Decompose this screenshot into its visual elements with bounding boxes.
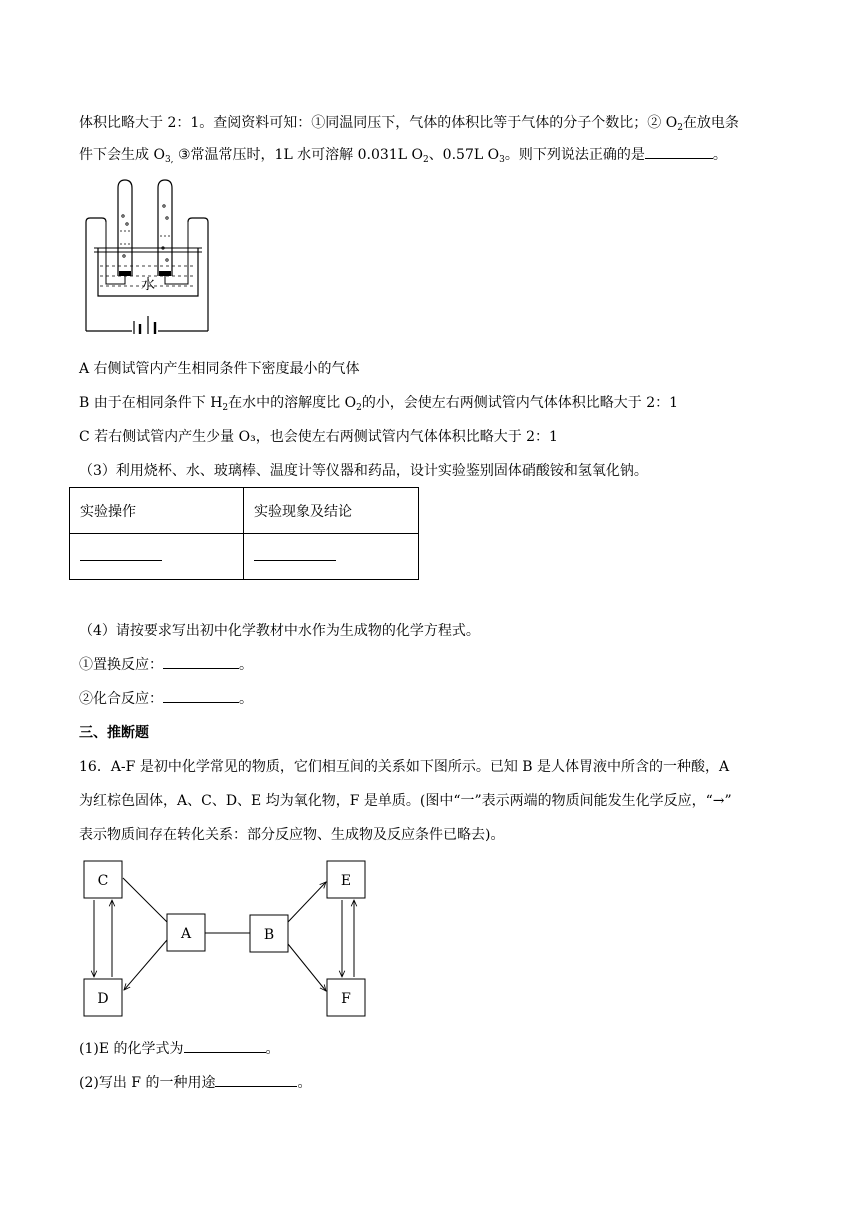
part-4-item-2: ②化合反应： 。 — [79, 691, 253, 707]
option-a: A 右侧试管内产生相同条件下密度最小的气体 — [79, 361, 360, 377]
answer-blank[interactable] — [163, 656, 239, 669]
answer-blank[interactable] — [215, 1074, 297, 1087]
q15-text-line-1: 体积比略大于 2：1。查阅资料可知：①同温同压下，气体的体积比等于气体的分子个数比；② $O_2$在放电条 — [79, 115, 739, 133]
q16-text-line-3: 表示物质间存在转化关系：部分反应物、生成物及反应条件已略去)。 — [79, 827, 505, 843]
water-label: 水 — [141, 277, 155, 293]
node-d-label: D — [97, 991, 109, 1007]
answer-blank[interactable] — [645, 146, 713, 159]
part-4-item-1: ①置换反应： 。 — [79, 657, 253, 673]
table-cell-observation[interactable] — [244, 534, 419, 580]
answer-blank[interactable] — [80, 548, 162, 561]
node-f-label: F — [341, 991, 351, 1007]
node-a-label: A — [180, 926, 192, 942]
node-b-label: B — [263, 927, 275, 943]
part-3-question: （3）利用烧杯、水、玻璃棒、温度计等仪器和药品，设计实验鉴别固体硝酸铵和氢氧化钠。 — [79, 463, 648, 479]
header-observation: 实验现象及结论 — [244, 488, 419, 534]
q16-sub-1: (1)E 的化学式为 。 — [79, 1041, 280, 1057]
q16-text-line-1: 16．A-F 是初中化学常见的物质，它们相互间的关系如下图所示。已知 B 是人体胃液中所含的一种酸，A — [79, 759, 730, 775]
table-row — [70, 534, 419, 580]
electrolysis-apparatus — [78, 176, 218, 334]
relationship-diagram — [80, 858, 380, 1018]
answer-blank[interactable] — [184, 1040, 266, 1053]
option-c: C 若右侧试管内产生少量 O₃，也会使左右两侧试管内气体体积比略大于 2：1 — [79, 429, 558, 445]
q16-sub-2: (2)写出 F 的一种用途 。 — [79, 1075, 312, 1091]
q15-text-line-2: 件下会生成 $O_{3,}$ ③常温常压时，1L 水可溶解 0.031L $O_2$、0.57L $O_3$。则下列说法正确的是 。 — [79, 147, 727, 165]
option-b: B 由于在相同条件下 $H_2$在水中的溶解度比 $O_2$的小，会使左右两侧试管内气体体积比略大于 2：1 — [79, 395, 679, 413]
node-c-label: C — [97, 873, 109, 889]
node-e-label: E — [340, 873, 352, 889]
q16-text-line-2: 为红棕色固体，A、C、D、E 均为氧化物，F 是单质。(图中“一”表示两端的物质间能发生化学反应，“→” — [79, 793, 732, 809]
answer-blank[interactable] — [163, 690, 239, 703]
table-cell-operation[interactable] — [70, 534, 244, 580]
experiment-table — [69, 487, 419, 580]
answer-blank[interactable] — [254, 548, 336, 561]
table-header-row — [70, 488, 419, 534]
section-3-title: 三、推断题 — [79, 725, 149, 741]
header-operation: 实验操作 — [70, 488, 244, 534]
part-4-question: （4）请按要求写出初中化学教材中水作为生成物的化学方程式。 — [79, 623, 480, 639]
